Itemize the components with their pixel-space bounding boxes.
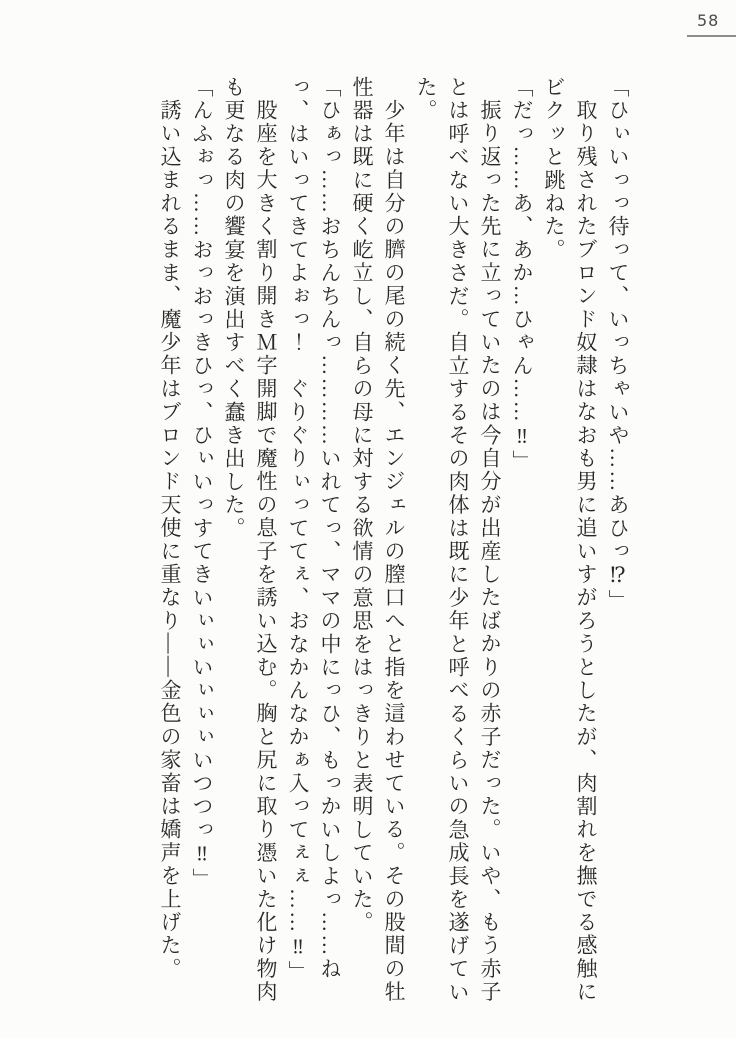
paragraph-narration: 誘い込まれるまま、魔少年はブロンド天使に重なり――金色の家畜は嬌声を上げた。 bbox=[158, 99, 182, 981]
paragraph-dialogue: 「ひぃいっっ待って、いっちゃいや……あひっ⁉」 bbox=[606, 76, 630, 613]
paragraph-dialogue: 「んふぉっ……おっおっきひっ、ひぃいっすてきいぃぃいぃぃぃいつつっ‼」 bbox=[190, 76, 214, 891]
paragraph-dialogue: 「ひぁっ……おちんちんっ…………いれてっ、ママの中にっひ、もっかいしよっ……ねっ、はいってきてよぉっ！ ぐりぐりぃっててぇ、おなかんなかぁ入ってぇぇ……‼」 bbox=[286, 76, 342, 984]
page-number: 58 bbox=[697, 11, 720, 30]
paragraph-narration: 振り返った先に立っていたのは今自分が出産したばかりの赤子だった。いや、もう赤子とは呼べない大きさだ。自立するその肉体は既に少年と呼べるくらいの急成長を遂げていた。 bbox=[414, 76, 502, 1004]
page-number-header bbox=[687, 11, 736, 37]
paragraph-narration: 取り残されたブロンド奴隷はなおも男に追いすがろうとしたが、肉割れを撫でる感触にビクッと跳ねた。 bbox=[542, 76, 598, 1004]
paragraph-narration: 少年は自分の臍の尾の続く先、エンジェルの膣口へと指を這わせている。その股間の牡性器は既に硬く屹立し、自らの母に対する欲情の意思をはっきりと表明していた。 bbox=[350, 76, 406, 1004]
page-text bbox=[154, 76, 634, 1008]
paragraph-dialogue: 「だっ……あ、あか…ひゃん……‼」 bbox=[510, 76, 534, 474]
paragraph-narration: 股座を大きく割り開きＭ字開脚で魔性の息子を誘い込む。胸と尻に取り憑いた化け物肉も更なる肉の饗宴を演出すべく蠢き出した。 bbox=[222, 76, 278, 1004]
